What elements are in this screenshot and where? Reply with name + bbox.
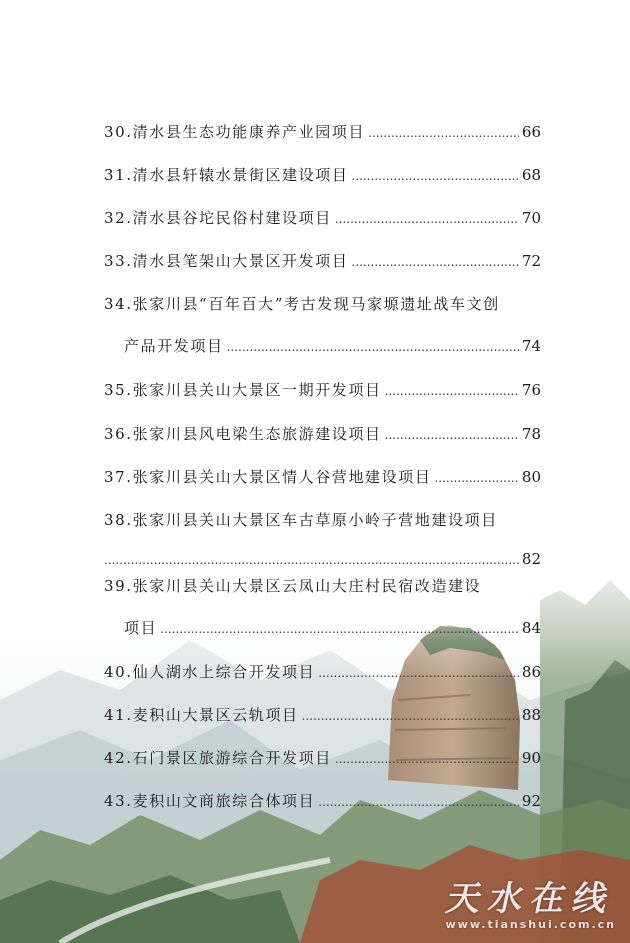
toc-entry-title-line1: 39.张家川县关山大景区云凤山大庄村民宿改造建设 — [104, 577, 482, 595]
toc-entry-page: 84 — [521, 619, 541, 637]
toc-entry-41[interactable] — [104, 705, 541, 726]
toc-entry-32[interactable] — [104, 208, 541, 229]
toc-entry-title: 41.麦积山大景区云轨项目 — [104, 706, 299, 724]
toc-entry-page: 88 — [521, 706, 541, 724]
toc-entry-31[interactable] — [104, 165, 541, 186]
toc-entry-page: 76 — [521, 381, 541, 399]
dot-leader — [227, 336, 519, 357]
toc-entry-page: 74 — [521, 337, 541, 355]
dot-leader — [335, 748, 519, 769]
toc-entry-title-line1: 34.张家川县“百年百大”考古发现马家塬遗址战车文创 — [104, 295, 500, 313]
dot-leader — [160, 618, 519, 639]
toc-entry-35[interactable] — [104, 380, 541, 401]
dot-leader — [351, 165, 518, 186]
toc-entry-title: 32.清水县谷坨民俗村建设项目 — [104, 209, 332, 227]
toc-entry-34[interactable] — [104, 294, 541, 357]
dot-leader — [318, 791, 519, 812]
toc-entry-title: 43.麦积山文商旅综合体项目 — [104, 792, 316, 810]
toc-entry-title: 40.仙人湖水上综合开发项目 — [104, 663, 316, 681]
watermark-logo-text: 天水在线 — [442, 879, 620, 919]
toc-entry-page: 68 — [521, 166, 541, 184]
dot-leader — [104, 549, 519, 570]
dot-leader — [368, 122, 519, 143]
toc-entry-39[interactable] — [104, 576, 541, 639]
toc-entry-42[interactable] — [104, 748, 541, 769]
toc-entry-page: 70 — [521, 209, 541, 227]
toc-entry-title-line2: 产品开发项目 — [124, 337, 224, 355]
toc-entry-page: 78 — [521, 425, 541, 443]
toc-entry-title-line2: 项目 — [124, 619, 158, 637]
toc-entry-page: 80 — [521, 468, 541, 486]
toc-entry-title: 35.张家川县关山大景区一期开发项目 — [104, 381, 382, 399]
toc-entry-page: 82 — [521, 550, 541, 568]
toc-entry-40[interactable] — [104, 662, 541, 683]
toc-entry-page: 72 — [521, 252, 541, 270]
watermark-url: www.tianshui.com.cn — [445, 918, 616, 931]
toc-entry-38[interactable] — [104, 510, 541, 570]
dot-leader — [335, 208, 519, 229]
toc-entry-43[interactable] — [104, 791, 541, 812]
toc-entry-title: 31.清水县轩辕水景街区建设项目 — [104, 166, 349, 184]
site-watermark — [442, 879, 620, 931]
dot-leader — [385, 380, 519, 401]
dot-leader — [351, 251, 518, 272]
toc-entry-37[interactable] — [104, 467, 541, 488]
toc-entry-page: 66 — [521, 123, 541, 141]
dot-leader — [434, 467, 518, 488]
toc-entry-page: 92 — [521, 792, 541, 810]
toc-entry-33[interactable] — [104, 251, 541, 272]
toc-entry-page: 90 — [521, 749, 541, 767]
toc-entry-page: 86 — [521, 663, 541, 681]
toc-entry-title: 33.清水县笔架山大景区开发项目 — [104, 252, 349, 270]
toc-entry-36[interactable] — [104, 424, 541, 445]
dot-leader — [385, 424, 519, 445]
dot-leader — [302, 705, 519, 726]
dot-leader — [318, 662, 519, 683]
toc-entry-title: 30.清水县生态功能康养产业园项目 — [104, 123, 366, 141]
toc-entry-title: 42.石门景区旅游综合开发项目 — [104, 749, 332, 767]
toc-entry-title: 36.张家川县风电梁生态旅游建设项目 — [104, 425, 382, 443]
toc-entry-title: 37.张家川县关山大景区情人谷营地建设项目 — [104, 468, 432, 486]
toc-entry-30[interactable] — [104, 122, 541, 143]
toc-entry-title-line1: 38.张家川县关山大景区车古草原小岭子营地建设项目 — [104, 511, 498, 529]
